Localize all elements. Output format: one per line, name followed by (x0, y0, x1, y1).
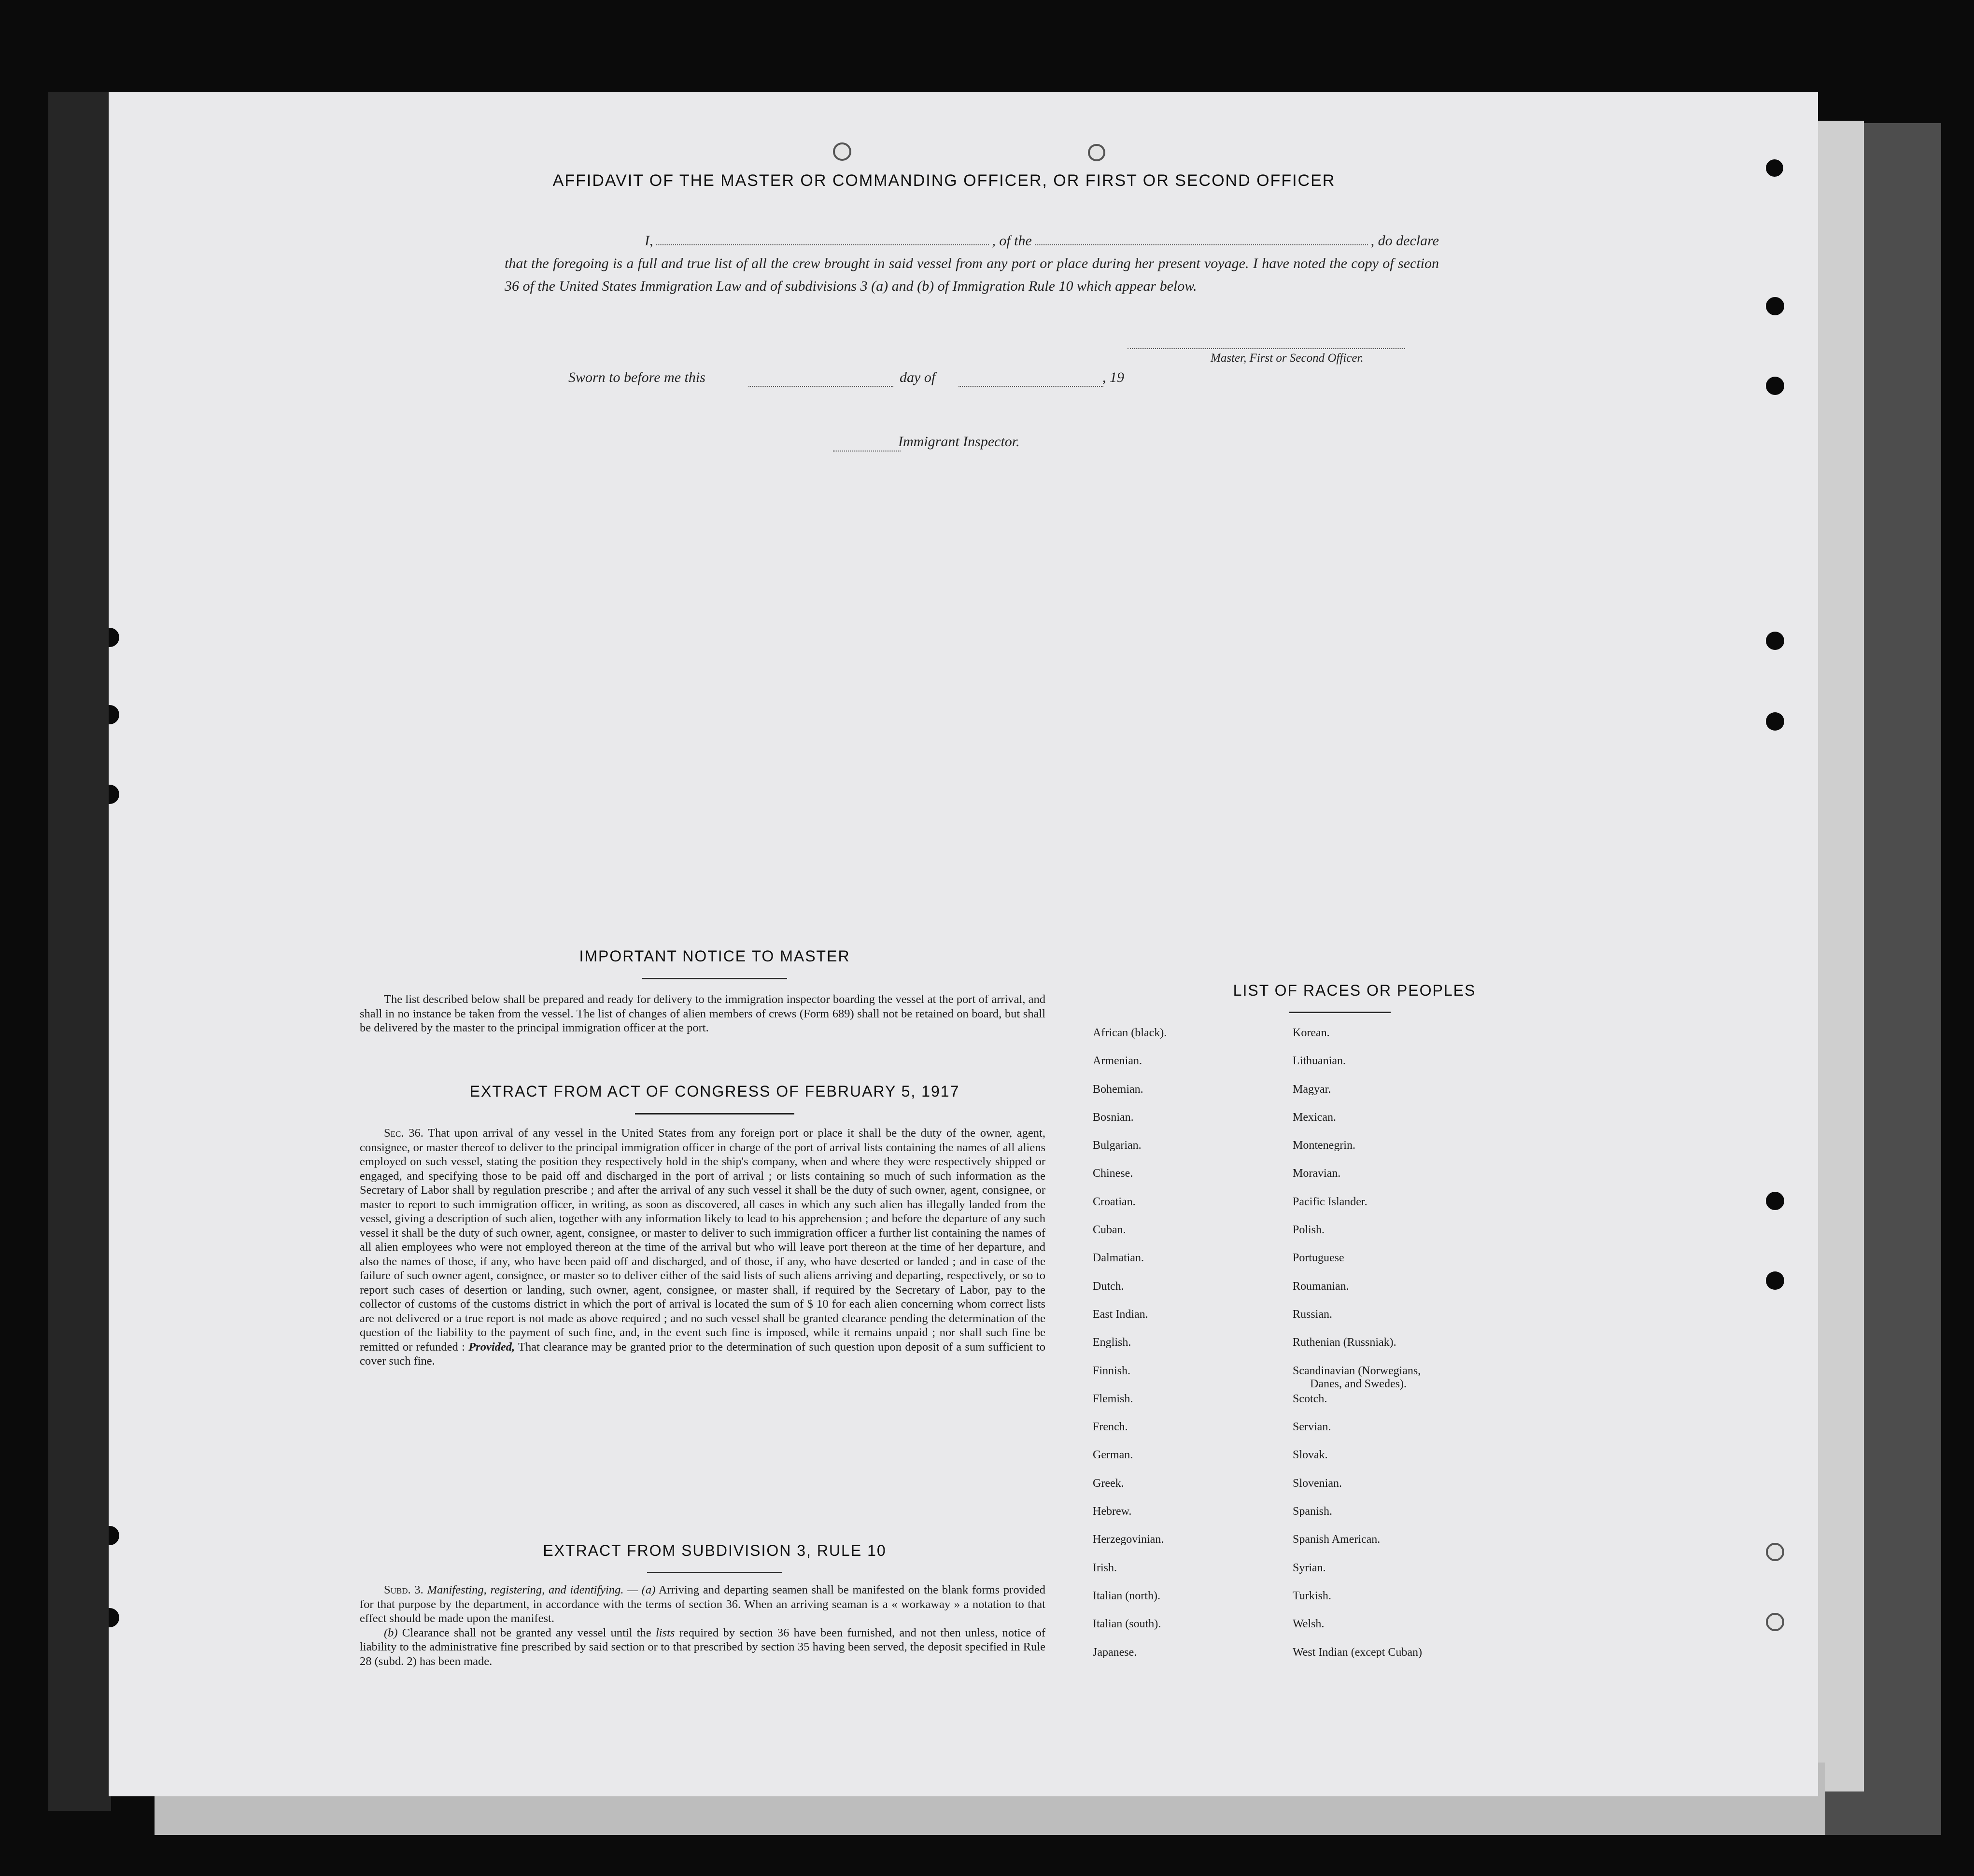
subd-b-lists: lists (655, 1626, 675, 1639)
race-item: Bohemian. (1093, 1083, 1143, 1096)
binder-hole-icon (109, 785, 119, 804)
race-item: African (black). (1093, 1027, 1167, 1039)
race-item-continuation: Danes, and Swedes). (1310, 1377, 1407, 1390)
notice-title-rule (642, 978, 787, 979)
race-item: Bulgarian. (1093, 1139, 1142, 1152)
rule-subd-b (360, 1626, 1045, 1669)
affidavit-statement (505, 229, 1439, 297)
race-item: Pacific Islander. (1293, 1195, 1368, 1208)
rule-extract-title: EXTRACT FROM SUBDIVISION 3, RULE 10 (543, 1542, 887, 1559)
race-item: Servian. (1293, 1421, 1331, 1434)
binder-hole-icon (109, 1608, 119, 1627)
sworn-before-label: Sworn to before me this (568, 369, 705, 385)
race-item: Greek. (1093, 1477, 1124, 1490)
races-title-rule (1289, 1012, 1391, 1013)
inspector-label: Immigrant Inspector. (898, 434, 1020, 450)
race-item: West Indian (except Cuban) (1293, 1646, 1422, 1659)
race-item: Slovak. (1293, 1449, 1328, 1462)
race-item: East Indian. (1093, 1308, 1148, 1321)
race-item: Italian (north). (1093, 1589, 1160, 1602)
race-item: Welsh. (1293, 1618, 1325, 1631)
race-item: Irish. (1093, 1561, 1117, 1574)
race-item: Japanese. (1093, 1646, 1137, 1659)
race-item: Flemish. (1093, 1392, 1133, 1405)
vessel-name-field[interactable] (1035, 244, 1368, 245)
binder-hole-icon (109, 705, 119, 724)
subd-label: Subd. 3. (384, 1583, 423, 1596)
vessel-connector: , of the (992, 233, 1032, 249)
master-signature-field[interactable] (1128, 348, 1405, 349)
binder-hole-icon (1766, 712, 1784, 731)
race-item: Cuban. (1093, 1224, 1126, 1237)
sworn-month-field[interactable] (959, 385, 1103, 387)
race-item: Scotch. (1293, 1392, 1327, 1405)
subd-a-text: Arriving and departing seamen shall be manifested on the blank forms provided for that purpose by the department, in accordance with the terms of section 36. When an arriving seaman is a « workaway » a notation to that effect should be made upon the manifest. (360, 1583, 1045, 1625)
race-item: Spanish American. (1293, 1533, 1381, 1546)
binder-hole-icon (1766, 1543, 1784, 1561)
binder-hole-icon (1766, 1613, 1784, 1631)
notice-text: The list described below shall be prepared and ready for delivery to the immigration inspector boarding the vessel at the port of arrival, and shall in no instance be taken from the vessel. The list of changes of alien members of crews (Form 689) shall not be retained on board, but shall be delivered by the master to the principal immigration officer at the port. (360, 993, 1045, 1034)
inspector-signature-field[interactable] (833, 450, 901, 451)
binder-hole-icon (1766, 632, 1784, 650)
race-item: Finnish. (1093, 1364, 1131, 1377)
races-title: LIST OF RACES OR PEOPLES (1233, 982, 1476, 999)
act-proviso-text: That clearance may be granted prior to the determination of such question upon deposit of a sum sufficient to cover such fine. (360, 1340, 1046, 1368)
subd-b-text-1: Clearance shall not be granted any vessel until the (402, 1626, 651, 1639)
race-item: Armenian. (1093, 1055, 1142, 1068)
race-item: Herzegovinian. (1093, 1533, 1164, 1546)
race-item: Syrian. (1293, 1561, 1326, 1574)
race-item-two-line (1293, 1365, 1422, 1393)
binder-hole-icon (1088, 144, 1105, 161)
race-item: Moravian. (1293, 1167, 1341, 1180)
race-item: German. (1093, 1449, 1133, 1462)
affidavit-paragraph: that the foregoing is a full and true list of all the crew brought in said vessel from any port or place during her present voyage. I have noted the copy of section 36 of the United States Immigration Law and of subdivisions 3 (a) and (b) of Immigration Rule 10 which appear below. (505, 255, 1439, 294)
race-item: Turkish. (1293, 1589, 1331, 1602)
race-item: Korean. (1293, 1027, 1330, 1039)
subd-b-label: (b) (384, 1626, 398, 1639)
race-item: Scandinavian (Norwegians, (1293, 1364, 1421, 1377)
binder-hole-icon (109, 628, 119, 647)
race-item: Chinese. (1093, 1167, 1133, 1180)
race-item: Bosnian. (1093, 1111, 1134, 1124)
act-extract-text (360, 1126, 1045, 1368)
binder-hole-icon (1766, 377, 1784, 395)
race-item: Hebrew. (1093, 1505, 1132, 1518)
race-item: French. (1093, 1421, 1128, 1434)
declare-suffix: , do declare (1370, 233, 1439, 249)
year-prefix-label: , 19 (1102, 369, 1124, 385)
notice-title: IMPORTANT NOTICE TO MASTER (579, 947, 850, 965)
binder-edge (48, 92, 111, 1811)
race-item: Spanish. (1293, 1505, 1333, 1518)
race-item: Croatian. (1093, 1195, 1136, 1208)
races-left-column (1093, 1027, 1167, 1674)
race-item: Italian (south). (1093, 1618, 1161, 1631)
race-item: Magyar. (1293, 1083, 1331, 1096)
race-item: Ruthenian (Russniak). (1293, 1336, 1396, 1349)
declarant-prefix: I, (645, 233, 653, 249)
act-body-text: That upon arrival of any vessel in the United States from any foreign port or place it shall be the duty of the owner, agent, consignee, or master thereof to deliver to the principal immigration officer in charge of the port of arrival lists containing the names of all aliens employed on such vessel, stating the position they respectively hold in the ship's company, when and where they were respectively shipped or engaged, and specifying those to be paid off and discharged in the port of arrival ; or lists containing so much of such information as the Secretary of Labor shall by regulation prescribe ; and after the arrival of any such vessel it shall be the duty of such owner, agent, consignee, or master to report to such immigration officer, in writing, as soon as discovered, all cases in which any such alien has illegally landed from the vessel, giving a description of such alien, together with any information likely to lead to his apprehension ; and before the departure of any such vessel it shall be the duty of such owner, agent, consignee, or master to deliver to such immigration officer a further list containing the names of all alien employees who were not employed thereon at the time of the arrival but who will leave port thereon at the time of her departure, and also the names of those, if any, who have been paid off and discharged, and of those, if any, who have deserted or landed ; and in case of the failure of such owner agent, consignee, or master so to deliver either of the said lists of such aliens arriving and departing, respectively, or so to report such cases of desertion or landing, such owner, agent, consignee, or master shall, if required by the Secretary of Labor, pay to the collector of customs of the customs district in which the port of arrival is located the sum of $ 10 for each alien concerning whom correct lists are not delivered or a true report is not made as above required ; and no such vessel shall be granted clearance pending the determination of the question of the liability to the payment of such fine, and, in the event such fine is imposed, while it remains unpaid ; nor shall such fine be remitted or refunded : (360, 1127, 1045, 1354)
binder-hole-icon (1766, 297, 1784, 315)
proviso-word: Provided, (468, 1340, 515, 1354)
race-item: Dalmatian. (1093, 1252, 1144, 1265)
affidavit-title: AFFIDAVIT OF THE MASTER OR COMMANDING OFFICER, OR FIRST OR SECOND OFFICER (552, 171, 1336, 190)
section-label: Sec. 36. (384, 1127, 423, 1140)
master-signature-label: Master, First or Second Officer. (1211, 352, 1364, 365)
race-item: Russian. (1293, 1308, 1333, 1321)
binder-hole-icon (1766, 1271, 1784, 1290)
race-item: Dutch. (1093, 1280, 1124, 1293)
declarant-name-field[interactable] (656, 244, 989, 245)
race-item: Lithuanian. (1293, 1055, 1346, 1068)
day-of-label: day of (900, 369, 936, 385)
races-right-column (1293, 1027, 1422, 1674)
race-item: Montenegrin. (1293, 1139, 1355, 1152)
race-item: Roumanian. (1293, 1280, 1349, 1293)
race-item: English. (1093, 1336, 1131, 1349)
act-extract-rule (635, 1113, 794, 1114)
race-item: Slovenian. (1293, 1477, 1342, 1490)
binder-hole-icon (1766, 1192, 1784, 1210)
race-item: Portuguese (1293, 1252, 1344, 1265)
form-page (109, 92, 1818, 1796)
subd-b-text-2: required by section 36 have been furnished, and not then unless, notice of liability to the administrative fine prescribed by said section or to that prescribed by section 35 having been served, the deposit specified in Rule 28 (subd. 2) has been made. (360, 1626, 1045, 1668)
binder-hole-icon (833, 142, 851, 161)
binder-hole-icon (109, 1526, 119, 1545)
rule-extract-rule (647, 1572, 782, 1573)
race-item: Mexican. (1293, 1111, 1336, 1124)
rule-subd-a (360, 1583, 1045, 1626)
rule-extract-text (360, 1583, 1045, 1668)
act-extract-title: EXTRACT FROM ACT OF CONGRESS OF FEBRUARY 5, 1917 (469, 1083, 960, 1100)
sworn-day-field[interactable] (748, 385, 893, 387)
subd-heading: Manifesting, registering, and identifying. — (a) (427, 1583, 656, 1596)
declarant-line (505, 229, 1439, 252)
race-item: Polish. (1293, 1224, 1325, 1237)
